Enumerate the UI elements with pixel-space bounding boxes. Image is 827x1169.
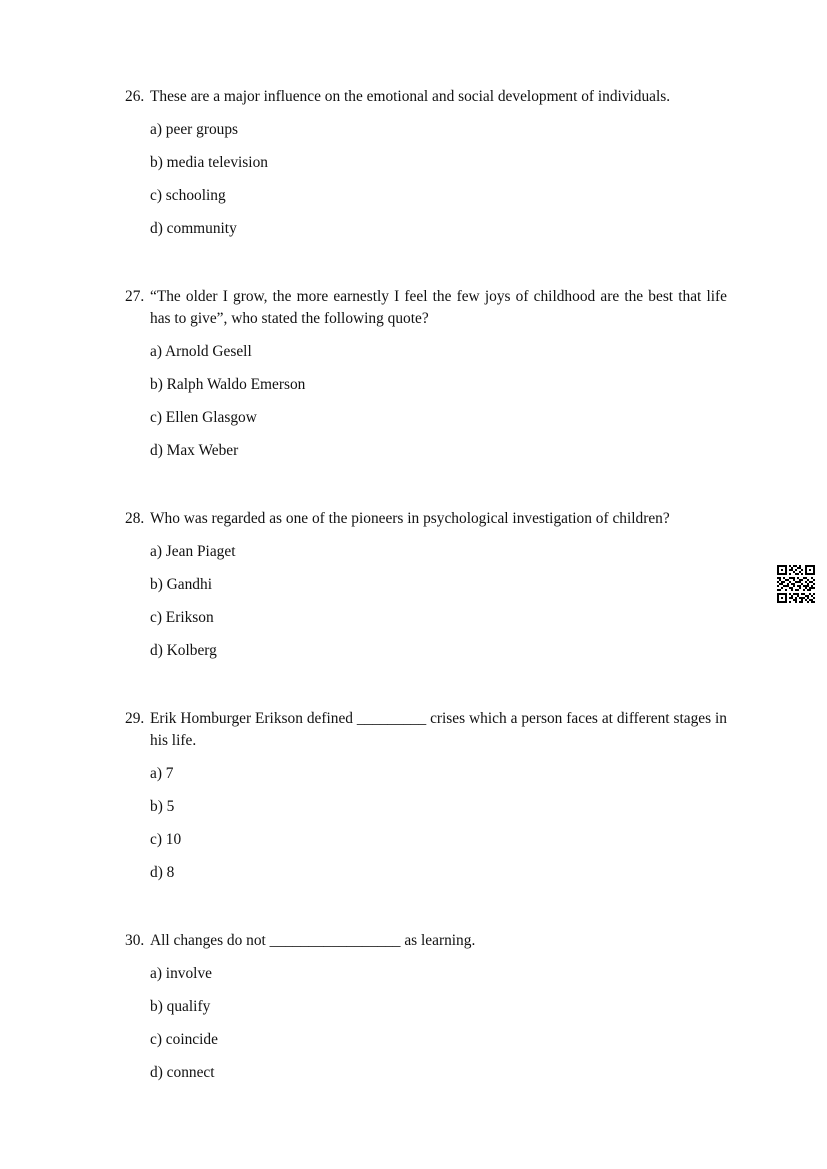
option-a: a) involve — [150, 965, 212, 982]
question-text: Who was regarded as one of the pioneers in psychological investigation of children? — [150, 510, 670, 527]
option-c: c) Ellen Glasgow — [150, 409, 257, 426]
question-text: These are a major influence on the emotional and social development of individuals. — [150, 88, 671, 105]
question-number: 30. — [125, 932, 145, 949]
qr-code-icon — [777, 565, 815, 603]
option-b: b) Ralph Waldo Emerson — [150, 376, 306, 393]
option-b: b) qualify — [150, 998, 211, 1015]
question-30 — [125, 930, 727, 1095]
option-b: b) 5 — [150, 798, 175, 815]
options-list — [150, 541, 727, 673]
option-d: d) Kolberg — [150, 642, 217, 659]
option-a: a) 7 — [150, 765, 174, 782]
question-text: Erik Homburger Erikson defined _________ crises which a person faces at different stages in his life. — [150, 710, 727, 749]
question-29 — [125, 708, 727, 895]
question-28 — [125, 508, 727, 673]
option-a: a) Arnold Gesell — [150, 343, 252, 360]
option-c: c) Erikson — [150, 609, 214, 626]
option-b: b) Gandhi — [150, 576, 212, 593]
option-d: d) Max Weber — [150, 442, 239, 459]
question-26 — [125, 86, 727, 251]
question-number: 28. — [125, 510, 145, 527]
option-d: d) community — [150, 220, 237, 237]
options-list — [150, 963, 727, 1095]
question-number: 29. — [125, 710, 145, 727]
option-b: b) media television — [150, 154, 268, 171]
option-c: c) 10 — [150, 831, 182, 848]
option-d: d) 8 — [150, 864, 175, 881]
options-list — [150, 341, 727, 473]
question-27 — [125, 286, 727, 473]
option-c: c) schooling — [150, 187, 226, 204]
question-number: 27. — [125, 288, 145, 305]
question-text: All changes do not _________________ as learning. — [150, 932, 476, 949]
option-a: a) peer groups — [150, 121, 239, 138]
option-d: d) connect — [150, 1064, 215, 1081]
option-a: a) Jean Piaget — [150, 543, 236, 560]
options-list — [150, 763, 727, 895]
question-number: 26. — [125, 88, 145, 105]
option-c: c) coincide — [150, 1031, 218, 1048]
question-text: “The older I grow, the more earnestly I feel the few joys of childhood are the best that life has to give”, who stated the following quote? — [150, 288, 727, 327]
options-list — [150, 119, 727, 251]
